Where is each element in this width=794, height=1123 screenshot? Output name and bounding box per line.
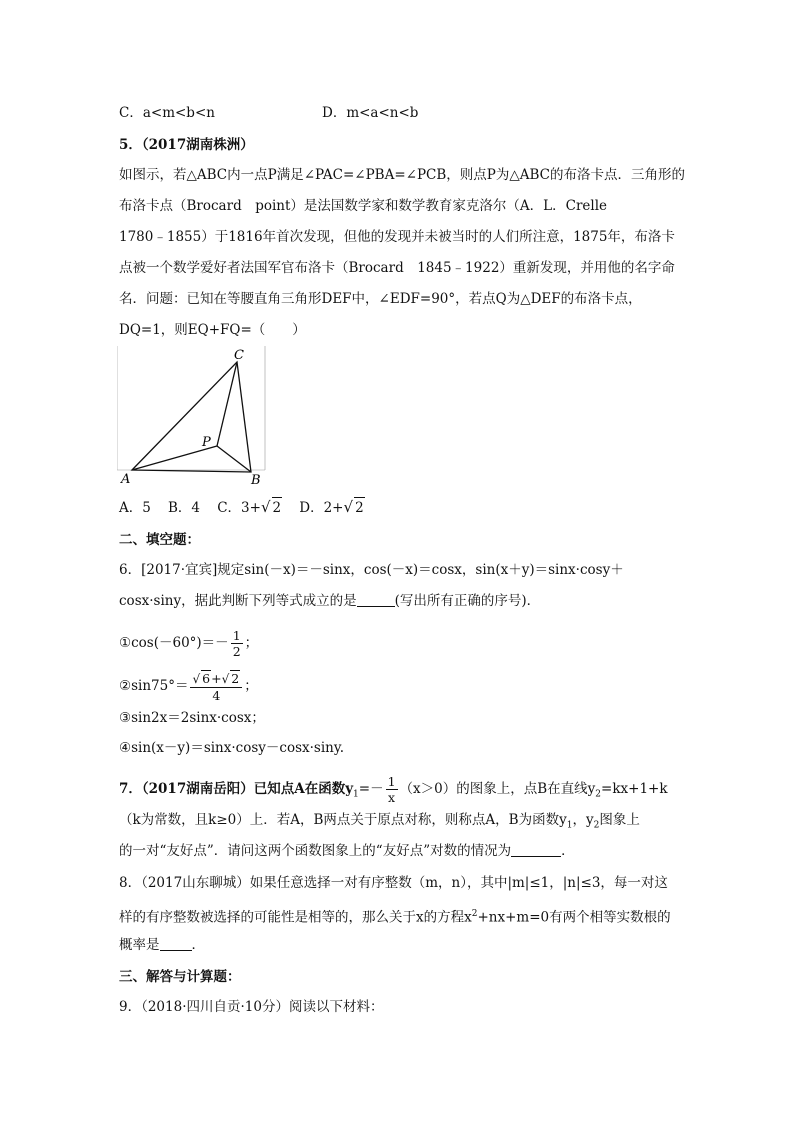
q5-text-line: 名．问题：已知在等腰直角三角形DEF中，∠EDF=90°，若点Q为△DEF的布洛卡点， — [119, 291, 642, 307]
q5-text-line: 1780﹣1855）于1816年首次发现，但他的发现并未被当时的人们所注意，1875年，布洛卡 — [119, 229, 675, 245]
q5-option-c: C．3+√ 2 — [217, 498, 282, 516]
q8-line3: 概率是 ． — [119, 937, 205, 953]
q5-option-d: D．2+√ 2 — [299, 498, 364, 516]
label-a: A — [121, 472, 131, 487]
section-solution-heading: 三、解答与计算题： — [119, 969, 241, 985]
q8-line1: 8．（2017山东聊城）如果任意选择一对有序整数（m，n），其中|m|≤1，|n|≤3，每一对这 — [119, 875, 668, 891]
q6-item-3: ③sin2x＝2sinx·cosx； — [119, 710, 265, 726]
q6-item-4: ④sin(x－y)＝sinx·cosy－cosx·siny. — [119, 740, 344, 756]
label-b: B — [251, 473, 261, 488]
answer-blank — [160, 936, 192, 951]
q5-options — [119, 497, 365, 518]
q8-line2: 样的有序整数被选择的可能性是相等的，那么关于x的方程$x^2+nx+m=0$有两个相等实数根的 — [119, 909, 671, 926]
q6-line2: cosx·siny，据此判断下列等式成立的是 (写出所有正确的序号)． — [119, 593, 541, 609]
q6-item-1: ①cos(－60°)＝－ $\frac{1}{2}$ ； — [119, 628, 259, 659]
q5-text-line: 如图示，若△ABC内一点P满足∠PAC=∠PBA=∠PCB，则点P为△ABC的布洛卡点．三角形的 — [119, 167, 685, 183]
section-fill-blank-heading: 二、填空题： — [119, 532, 200, 548]
q9-line1: 9．（2018·四川自贡·10分）阅读以下材料： — [119, 999, 384, 1015]
q7-line1: 7．（2017湖南岳阳）已知点A在函数$y_1=-$ $\frac{1}{x}$ （x＞0）的图象上，点B在直线$y_2=kx+1+k$ — [119, 774, 668, 805]
q4-option-d: D．m<a<n<b — [322, 105, 419, 121]
answer-blank — [357, 592, 395, 607]
q6-line1: 6．[2017·宜宾]规定sin(－x)＝－sinx，cos(－x)＝cosx，sin(x＋y)＝sinx·cosy＋ — [119, 562, 624, 578]
q4-option-c: C．a<m<b<n — [119, 105, 215, 121]
q6-item-2: ②sin75°＝ $\frac{√ 6+√ 2}{4}$ ； — [119, 671, 258, 703]
fraction: $\frac{√ 6+√ 2}{4}$ — [190, 670, 242, 703]
q5-header: 5．（2017湖南株洲） — [119, 137, 254, 153]
q7-line2: （k为常数，且k≥0）上．若A，B两点关于原点对称，则称点A，B为函数$y_1$，$y_2$图象上 — [119, 812, 640, 831]
fraction: $\frac{1}{2}$ — [232, 628, 241, 659]
q5-option-a: A．5 — [119, 500, 151, 516]
q7-line3: 的一对“友好点”．请问这两个函数图象上的“友好点”对数的情况为 ． — [119, 843, 575, 859]
fraction: $\frac{1}{x}$ — [387, 774, 396, 805]
brocard-triangle-figure — [117, 346, 273, 490]
segment-pc — [217, 362, 237, 446]
label-p: P — [202, 435, 211, 450]
q5-text-line: DQ=1，则EQ+FQ=（ ） — [119, 322, 306, 338]
answer-blank — [511, 842, 561, 857]
label-c: C — [234, 348, 244, 363]
q5-option-b: B．4 — [168, 500, 201, 516]
q5-text-line: 布洛卡点（Brocard point）是法国数学家和数学教育家克洛尔（A．L．Crelle — [119, 198, 608, 214]
q5-text-line: 点被一个数学爱好者法国军官布洛卡（Brocard 1845﹣1922）重新发现，并用他的名字命 — [119, 260, 675, 276]
segment-pb — [217, 446, 251, 472]
